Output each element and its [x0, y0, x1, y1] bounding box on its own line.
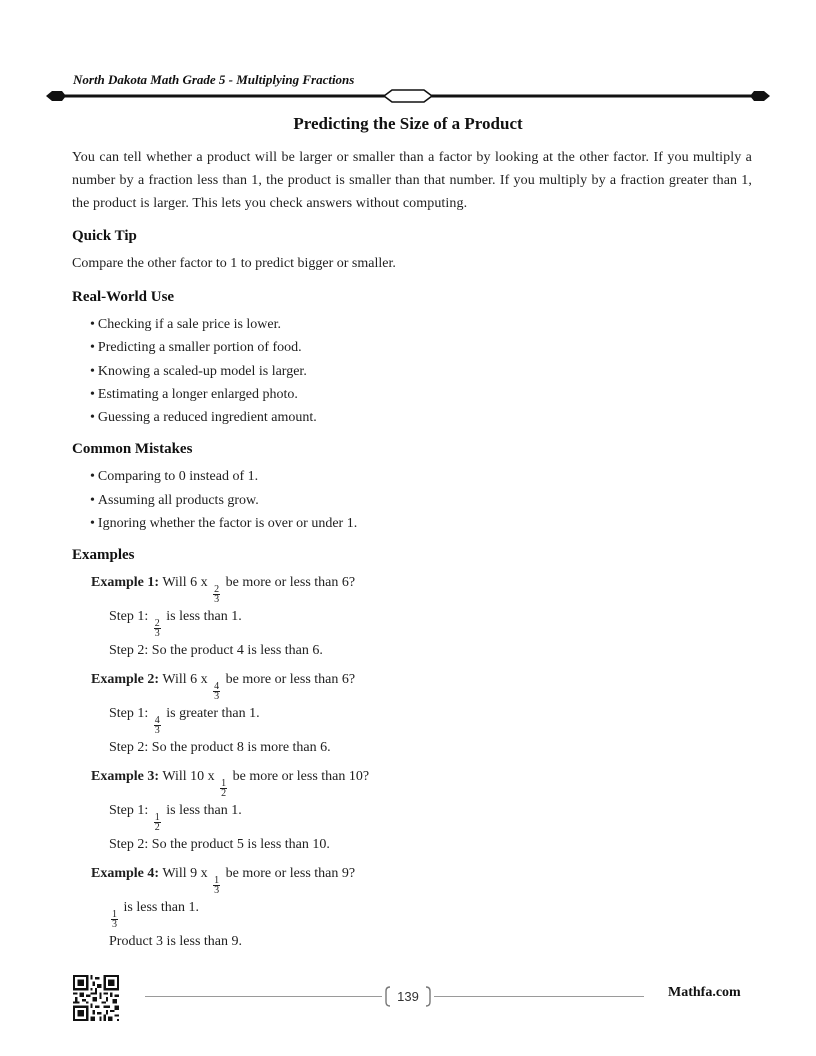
fraction-denominator: 3 — [214, 885, 220, 897]
fraction — [213, 585, 220, 604]
step-prefix: Step 1: — [109, 706, 149, 722]
page-number-text: 139 — [397, 989, 419, 1004]
list-item: • Predicting a smaller portion of food. — [90, 336, 752, 359]
fraction-denominator: 2 — [154, 822, 160, 834]
fraction — [111, 910, 118, 929]
step-1 — [72, 604, 752, 638]
step-prefix: Step 1: — [109, 803, 149, 819]
step-suffix: is less than 1. — [166, 803, 242, 819]
question-suffix: be more or less than 6? — [225, 672, 356, 688]
fraction-numerator: 1 — [154, 812, 160, 824]
header-ornament-rule — [46, 87, 770, 105]
fraction — [220, 779, 227, 798]
fraction-numerator: 1 — [214, 875, 220, 887]
list-item: • Ignoring whether the factor is over or under 1. — [90, 512, 752, 535]
qr-code-icon — [73, 975, 119, 1021]
question-suffix: be more or less than 10? — [232, 769, 370, 785]
list-item: • Guessing a reduced ingredient amount. — [90, 406, 752, 429]
fraction-numerator: 4 — [214, 681, 220, 693]
examples-heading: Examples — [72, 547, 135, 564]
fraction — [154, 619, 161, 638]
fraction-denominator: 3 — [214, 691, 220, 703]
example-question — [72, 763, 752, 798]
fraction-denominator: 3 — [154, 628, 160, 640]
step-1 — [72, 701, 752, 735]
question-suffix: be more or less than 6? — [225, 575, 356, 591]
example-question — [72, 666, 752, 701]
step-prefix: Step 1: — [109, 609, 149, 625]
page-content — [72, 146, 752, 955]
fraction-denominator: 3 — [214, 594, 220, 606]
list-item: • Assuming all products grow. — [90, 489, 752, 512]
intro-paragraph: You can tell whether a product will be larger or smaller than a factor by looking at the other factor. If you multiply a number by a fraction less than 1, the product is smaller than that number. If you multiply by a fraction greater than 1, the product is larger. This lets you check answers without computing. — [72, 150, 752, 211]
example-1 — [72, 569, 752, 664]
fraction — [213, 876, 220, 895]
fraction-numerator: 4 — [154, 715, 160, 727]
step-suffix: is less than 1. — [166, 609, 242, 625]
example-label: Example 3: — [91, 769, 160, 785]
fraction — [154, 813, 161, 832]
step-2: Product 3 is less than 9. — [109, 934, 242, 950]
header-title: North Dakota Math Grade 5 - Multiplying Fractions — [73, 72, 355, 87]
fraction-denominator: 2 — [221, 788, 227, 800]
example-2 — [72, 666, 752, 761]
fraction-denominator: 3 — [112, 919, 117, 931]
fraction-denominator: 3 — [154, 725, 160, 737]
example-label: Example 4: — [91, 866, 160, 882]
example-label: Example 2: — [91, 672, 160, 688]
question-prefix: Will 6 x — [162, 672, 208, 688]
example-question — [72, 860, 752, 895]
step-suffix: is less than 1. — [123, 900, 199, 916]
footer-rule-right — [434, 996, 644, 997]
page-title: Predicting the Size of a Product — [293, 114, 523, 133]
example-question — [72, 569, 752, 604]
example-label: Example 1: — [91, 575, 160, 591]
list-item: • Knowing a scaled-up model is larger. — [90, 360, 752, 383]
site-name: Mathfa.com — [668, 985, 741, 1000]
fraction — [154, 716, 161, 735]
question-prefix: Will 6 x — [162, 575, 208, 591]
common-mistakes-list — [72, 465, 752, 535]
example-4 — [72, 860, 752, 955]
common-mistakes-heading: Common Mistakes — [72, 441, 193, 458]
question-prefix: Will 10 x — [162, 769, 215, 785]
fraction — [213, 682, 220, 701]
step-2: Step 2: So the product 4 is less than 6. — [109, 643, 323, 659]
step-2: Step 2: So the product 8 is more than 6. — [109, 740, 331, 756]
list-item: • Comparing to 0 instead of 1. — [90, 465, 752, 488]
list-item: • Checking if a sale price is lower. — [90, 313, 752, 336]
real-world-list — [72, 313, 752, 429]
page-number — [384, 986, 432, 1007]
fraction-numerator: 2 — [214, 584, 220, 596]
fraction-numerator: 1 — [112, 909, 117, 921]
step-1 — [72, 798, 752, 832]
quick-tip-heading: Quick Tip — [72, 228, 137, 244]
fraction-numerator: 2 — [154, 618, 160, 630]
real-world-heading: Real-World Use — [72, 289, 175, 305]
fraction-numerator: 1 — [221, 778, 227, 790]
footer-rule-left — [145, 996, 382, 997]
step-suffix: is greater than 1. — [166, 706, 260, 722]
example-3 — [72, 763, 752, 858]
list-item: • Estimating a longer enlarged photo. — [90, 383, 752, 406]
quick-tip-text: Compare the other factor to 1 to predict bigger or smaller. — [72, 256, 396, 271]
step-2: Step 2: So the product 5 is less than 10. — [109, 837, 330, 853]
question-suffix: be more or less than 9? — [225, 866, 356, 882]
step-1 — [72, 895, 752, 929]
question-prefix: Will 9 x — [162, 866, 208, 882]
